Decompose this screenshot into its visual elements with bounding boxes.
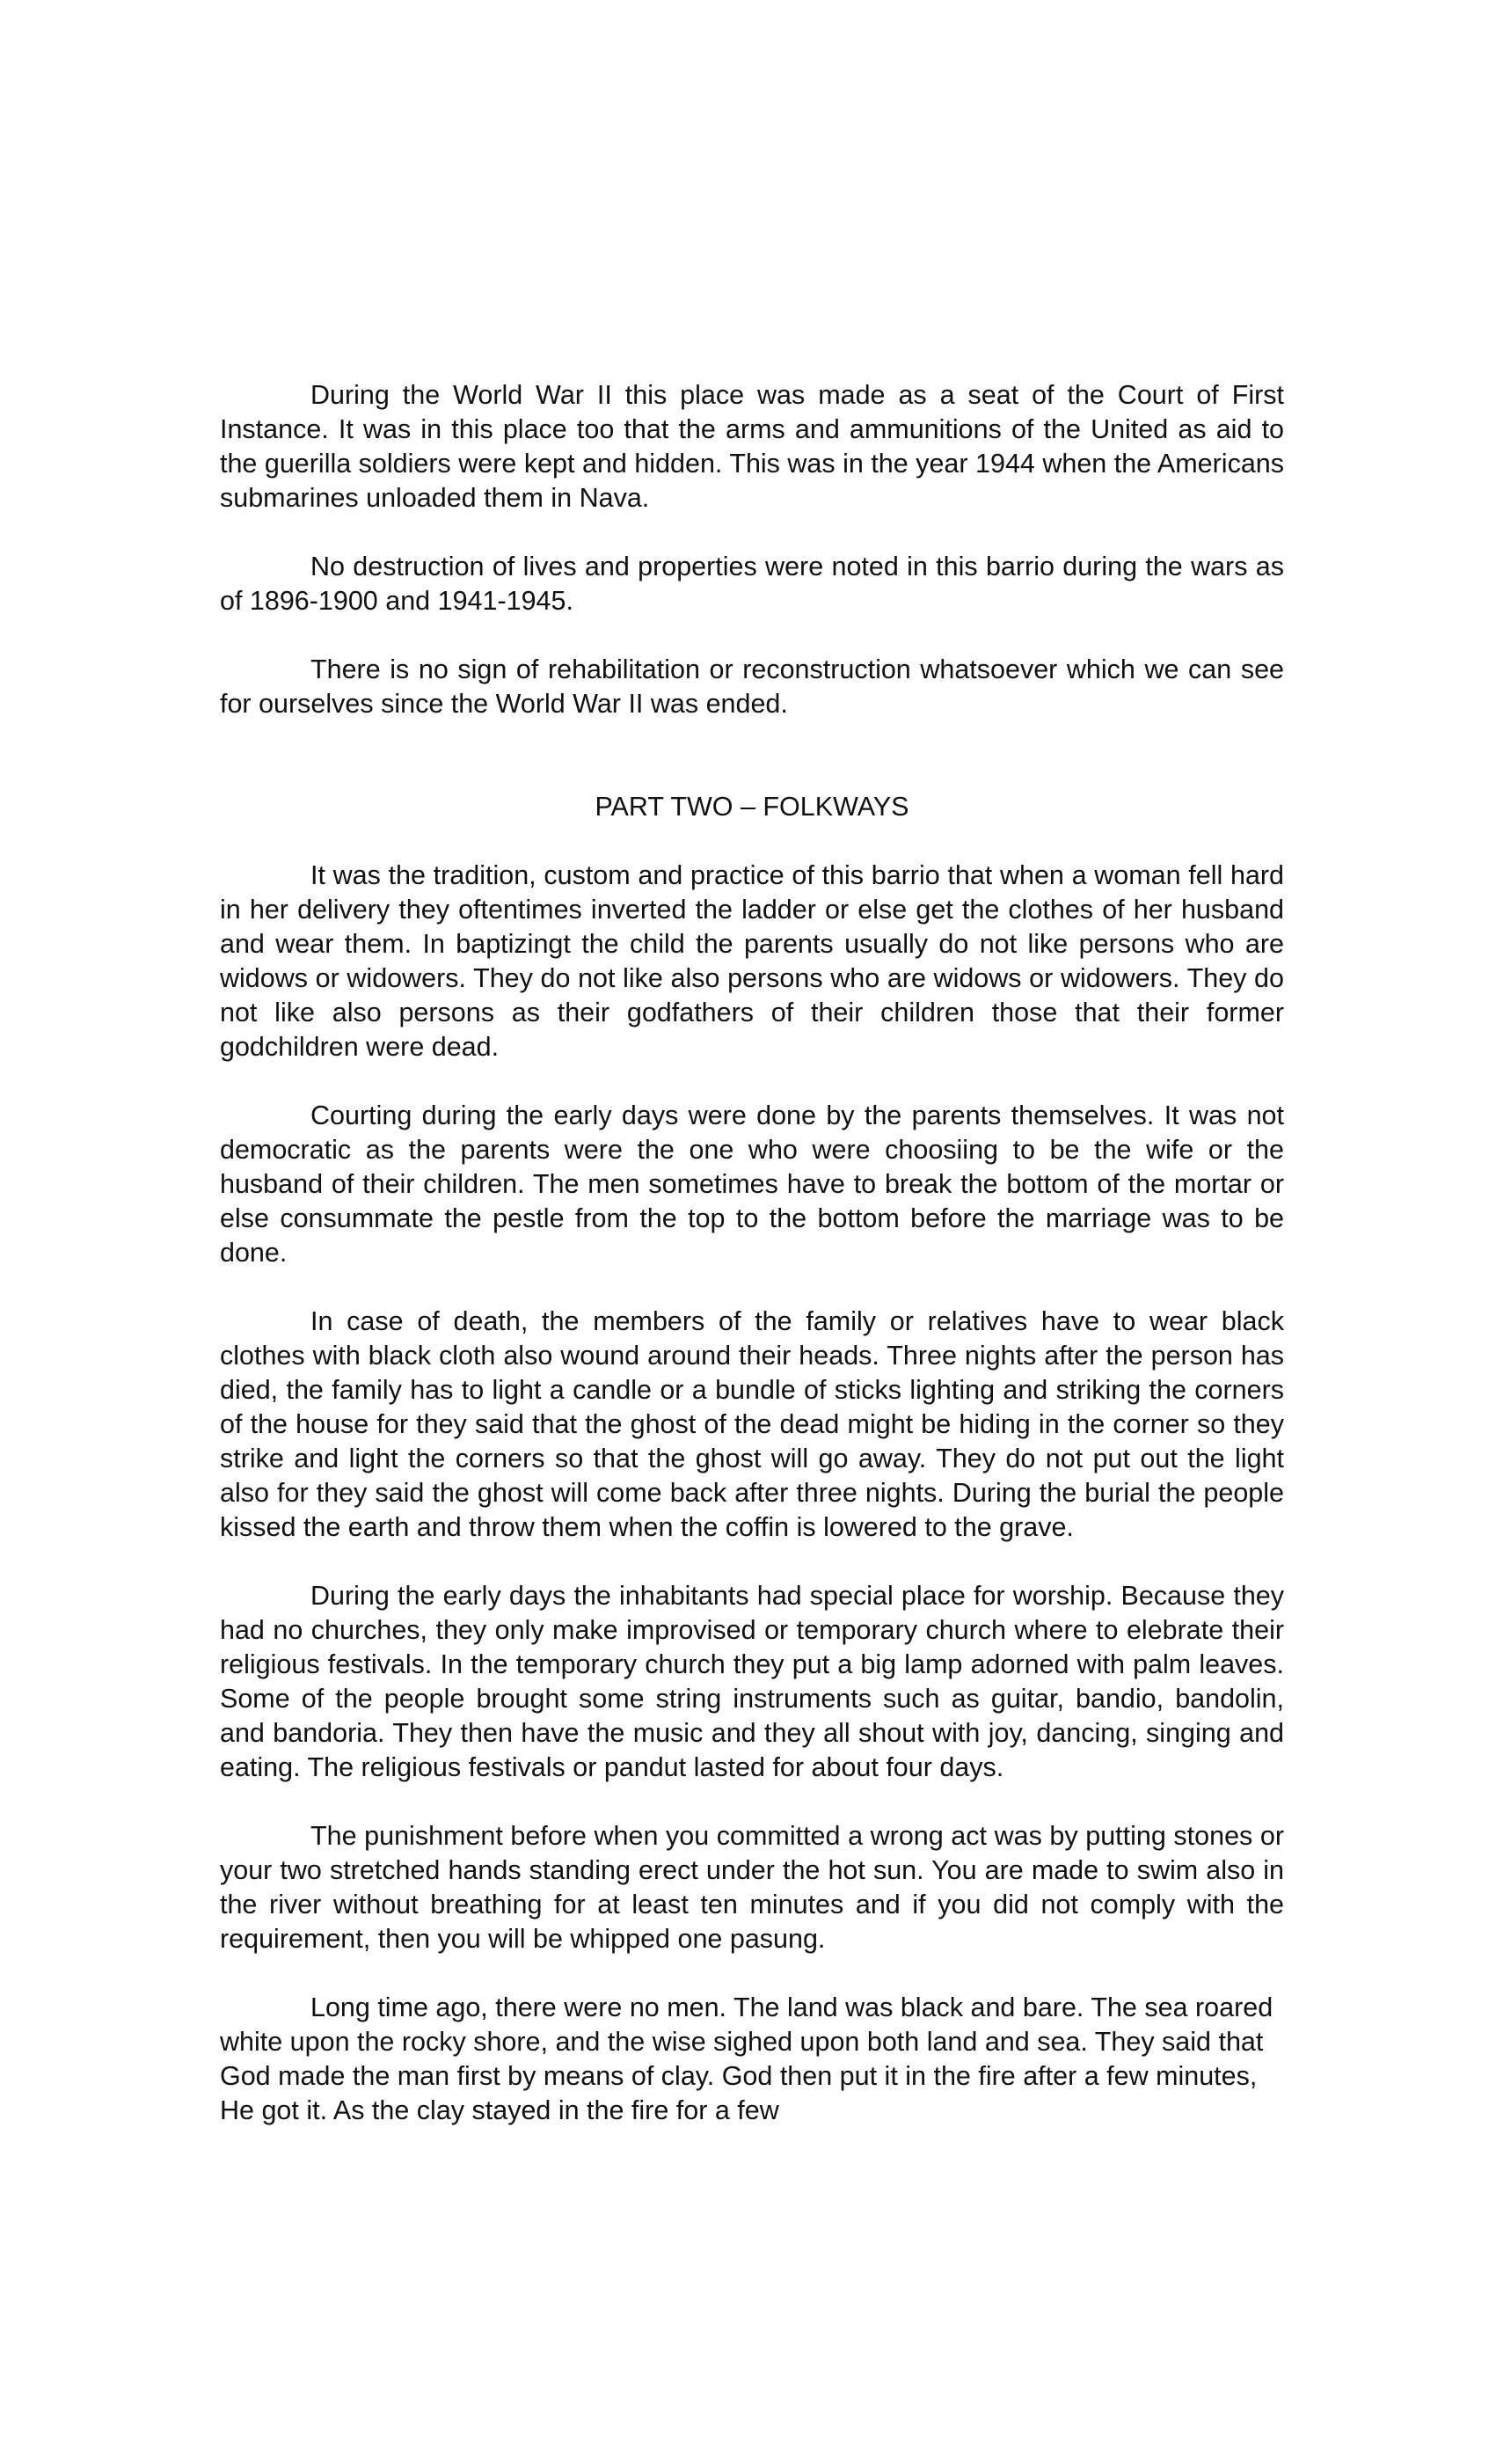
document-page xyxy=(220,378,1284,2128)
paragraph-no-rehabilitation: There is no sign of rehabilitation or reconstruction whatsoever which we can see for ourselves since the World War II was ended. xyxy=(220,654,1284,719)
paragraph-worship: During the early days the inhabitants had special place for worship. Because they had no churches, they only make improvised or temporary church where to elebrate their religious festivals. In the temporary church they put a big lamp adorned with palm leaves. Some of the people brought some string instruments such as guitar, bandio, bandolin, and bandoria. They then have the music and they all shout with joy, dancing, singing and eating. The religious festivals or pandut lasted for about four days. xyxy=(220,1581,1284,1782)
paragraph-no-destruction: No destruction of lives and properties were noted in this barrio during the wars as of 1896-1900 and 1941-1945. xyxy=(220,552,1284,616)
paragraph-delivery-tradition: It was the tradition, custom and practice of this barrio that when a woman fell hard in her delivery they oftentimes inverted the ladder or else get the clothes of her husband and wear them. In baptizingt the child the parents usually do not like persons who are widows or widowers. They do not like also persons who are widows or widowers. They do not like also persons as their godfathers of their children those that their former godchildren were dead. xyxy=(220,860,1284,1062)
paragraph-courting: Courting during the early days were done by the parents themselves. It was not democratic as the parents were the one who were choosiing to be the wife or the husband of their children. The men sometimes have to break the bottom of the mortar or else consummate the pestle from the top to the bottom before the marriage was to be done. xyxy=(220,1100,1284,1268)
paragraph-world-war-court: During the World War II this place was made as a seat of the Court of First Instance. It was in this place too that the arms and ammunitions of the United as aid to the guerilla soldiers were kept and hidden. This was in the year 1944 when the Americans submarines unloaded them in Nava. xyxy=(220,380,1284,513)
paragraph-creation-story: Long time ago, there were no men. The land was black and bare. The sea roared white upon the rocky shore, and the wise sighed upon both land and sea. They said that God made the man first by means of clay. God then put it in the fire after a few minutes, He got it. As the clay stayed in the fire for a few xyxy=(220,1992,1273,2125)
paragraph-death-customs: In case of death, the members of the family or relatives have to wear black clothes with black cloth also wound around their heads. Three nights after the person has died, the family has to light a candle or a bundle of sticks lighting and striking the corners of the house for they said that the ghost of the dead might be hiding in the corner so they strike and light the corners so that the ghost will go away. They do not put out the light also for they said the ghost will come back after three nights. During the burial the people kissed the earth and throw them when the coffin is lowered to the grave. xyxy=(220,1306,1284,1542)
section-heading-folkways: PART TWO – FOLKWAYS xyxy=(595,792,909,822)
paragraph-punishment: The punishment before when you committed a wrong act was by putting stones or your two stretched hands standing erect under the hot sun. You are made to swim also in the river without breathing for at least ten minutes and if you did not comply with the requirement, then you will be whipped one pasung. xyxy=(220,1821,1284,1954)
